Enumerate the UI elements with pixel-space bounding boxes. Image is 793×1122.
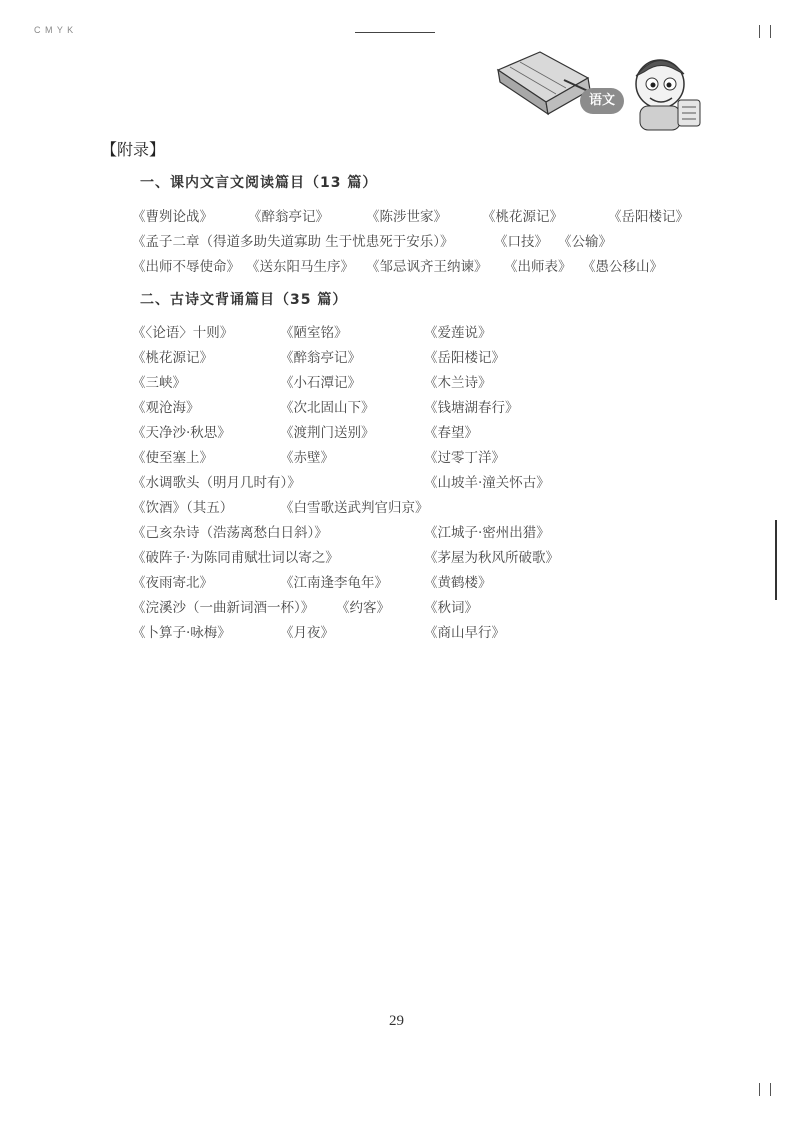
list-item: 《饮酒》（其五） xyxy=(132,500,234,516)
list-item: 《约客》 xyxy=(336,600,390,616)
list-item: 《木兰诗》 xyxy=(424,375,492,391)
list-item: 《渡荆门送别》 xyxy=(280,425,375,441)
list-item: 《桃花源记》 xyxy=(482,209,563,225)
list-item: 《醉翁亭记》 xyxy=(280,350,361,366)
list-item: 《三峡》 xyxy=(132,375,186,391)
cmyk-mark: C M Y K xyxy=(34,25,75,35)
crop-mark-top-left xyxy=(759,25,760,38)
subject-badge: 语文 xyxy=(580,88,624,114)
list-item: 《出师表》 xyxy=(504,259,572,275)
crop-mark-bottom-right xyxy=(770,1083,771,1096)
list-item: 《江南逢李龟年》 xyxy=(280,575,388,591)
list-item: 《岳阳楼记》 xyxy=(424,350,505,366)
list-item: 《送东阳马生序》 xyxy=(246,259,354,275)
list-item: 《小石潭记》 xyxy=(280,375,361,391)
list-item: 《白雪歌送武判官归京》 xyxy=(280,500,429,516)
list-item: 《钱塘湖春行》 xyxy=(424,400,519,416)
list-item: 《爱莲说》 xyxy=(424,325,492,341)
list-item: 《使至塞上》 xyxy=(132,450,213,466)
list-item: 《赤壁》 xyxy=(280,450,334,466)
open-book-icon xyxy=(498,52,590,114)
list-item: 《陈涉世家》 xyxy=(366,209,447,225)
list-item: 《秋词》 xyxy=(424,600,478,616)
list-item: 《醉翁亭记》 xyxy=(248,209,329,225)
list-item: 《桃花源记》 xyxy=(132,350,213,366)
list-item: 《观沧海》 xyxy=(132,400,200,416)
section1-title: 一、课内文言文阅读篇目（13 篇） xyxy=(140,175,378,191)
top-rule xyxy=(355,32,435,33)
list-item: 《〈论语〉十则》 xyxy=(132,325,234,341)
list-item: 《破阵子·为陈同甫赋壮词以寄之》 xyxy=(132,550,339,566)
list-item: 《出师不辱使命》 xyxy=(132,259,240,275)
list-item: 《卜算子·咏梅》 xyxy=(132,625,231,641)
list-item: 《愚公移山》 xyxy=(582,259,663,275)
cartoon-boy-icon xyxy=(636,60,700,130)
crop-mark-top-right xyxy=(770,25,771,38)
list-item: 《浣溪沙（一曲新词酒一杯）》 xyxy=(132,600,315,616)
list-item: 《次北固山下》 xyxy=(280,400,375,416)
list-item: 《岳阳楼记》 xyxy=(608,209,689,225)
list-item: 《水调歌头（明月几时有）》 xyxy=(132,475,301,491)
list-item: 《山坡羊·潼关怀古》 xyxy=(424,475,550,491)
margin-bar xyxy=(775,520,777,600)
list-item: 《黄鹤楼》 xyxy=(424,575,492,591)
section2-title: 二、古诗文背诵篇目（35 篇） xyxy=(140,292,348,308)
appendix-heading: 【附录】 xyxy=(101,140,166,159)
list-item: 《孟子二章（得道多助失道寡助 生于忧患死于安乐）》 xyxy=(132,234,454,250)
list-item: 《公输》 xyxy=(558,234,612,250)
list-item: 《过零丁洋》 xyxy=(424,450,505,466)
page-number: 29 xyxy=(389,1013,404,1029)
list-item: 《口技》 xyxy=(494,234,548,250)
list-item: 《江城子·密州出猎》 xyxy=(424,525,550,541)
list-item: 《月夜》 xyxy=(280,625,334,641)
list-item: 《夜雨寄北》 xyxy=(132,575,213,591)
list-item: 《邹忌讽齐王纳谏》 xyxy=(366,259,488,275)
crop-mark-bottom-left xyxy=(759,1083,760,1096)
list-item: 《曹刿论战》 xyxy=(132,209,213,225)
list-item: 《春望》 xyxy=(424,425,478,441)
list-item: 《己亥杂诗（浩荡离愁白日斜）》 xyxy=(132,525,328,541)
list-item: 《商山早行》 xyxy=(424,625,505,641)
list-item: 《茅屋为秋风所破歌》 xyxy=(424,550,559,566)
list-item: 《陋室铭》 xyxy=(280,325,348,341)
list-item: 《天净沙·秋思》 xyxy=(132,425,231,441)
